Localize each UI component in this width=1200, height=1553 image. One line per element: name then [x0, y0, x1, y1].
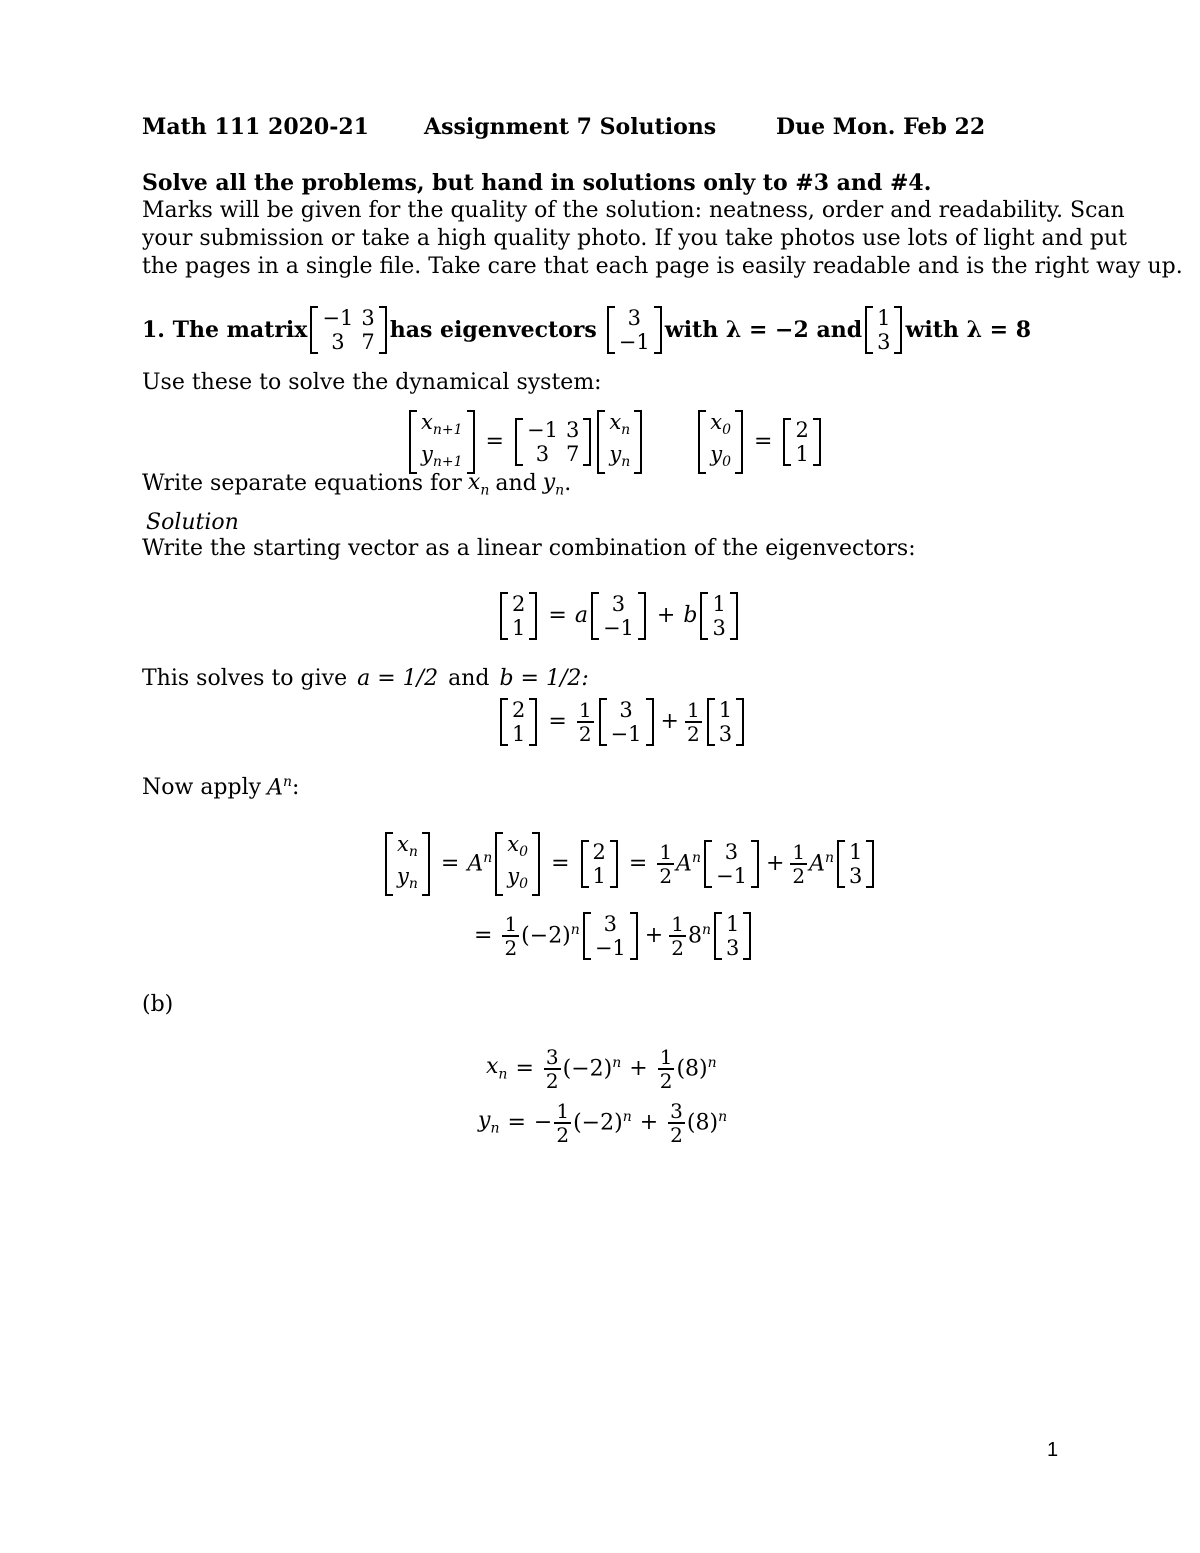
fraction: $\frac{1}{2}$ [792, 840, 806, 889]
vector-initial: $x_0$ $y_0$ [495, 832, 540, 896]
with-lambda-2: with λ = 8 [905, 316, 1032, 343]
problem-lead: 1. The matrix [142, 316, 308, 343]
fraction: $\frac{1}{2}$ [659, 840, 673, 889]
fraction: $\frac{1}{2}$ [578, 698, 592, 746]
vector-initial: $x_0$ $y_0$ [698, 410, 743, 474]
assignment-title: Assignment 7 Solutions [424, 114, 717, 140]
b-value: b = 1/2: [499, 666, 589, 691]
instructions-line: the pages in a single file. Take care that each page is easily readable and is the right way up. [142, 254, 1183, 279]
eigenvector-2: 1 3 [700, 592, 737, 640]
a-value: a = 1/2 [357, 666, 439, 691]
page-number: 1 [1047, 1439, 1059, 1461]
apply-eq-1: $x_n$ $y_n$ = $A^n$ $x_0$ $y_0$ = 2 1 = $\frac{1}{2}$ $A^n$ 3 −1 + $\frac{1}{2}$ $A^n$ 1 3 [382, 832, 877, 896]
write-separate-text: Write separate equations for [142, 471, 462, 497]
problem-statement [142, 306, 1031, 354]
apply-eq-2: = $\frac{1}{2}$ $(-2)^n$ 3 −1 + $\frac{1}{2}$ 8$^n$ 1 3 [466, 912, 754, 960]
eigenvector-1: 3 −1 [704, 840, 759, 888]
due-date: Due Mon. Feb 22 [776, 114, 986, 140]
part-b-label: (b) [142, 992, 174, 1017]
dynamical-system: $x_{n+1}$ $y_{n+1}$ = −1 3 3 7 $x_n$ $y_n$ $x_0$ $y_0$ = 2 1 [406, 410, 824, 474]
use-these-text: Use these to solve the dynamical system: [142, 370, 602, 395]
fraction: $\frac{1}{2}$ [504, 912, 518, 960]
vector-next: $x_{n+1}$ $y_{n+1}$ [409, 410, 475, 474]
eigenvector-1: 3 −1 [591, 592, 646, 640]
coefficients-eq: 2 1 = $\frac{1}{2}$ 3 −1 + $\frac{1}{2}$ 1 3 [497, 698, 747, 746]
fraction: $\frac{1}{2}$ [659, 1045, 673, 1093]
with-lambda-1: with λ = −2 and [664, 316, 863, 343]
apply-text: Now apply [142, 774, 262, 800]
instructions-line: Marks will be given for the quality of the solution: neatness, order and readability. Scan [142, 198, 1125, 223]
period: . [564, 471, 572, 497]
eigenvector-1: 3 −1 [607, 306, 662, 354]
yn-equation: $y_n$ = − $\frac{1}{2}$ $(-2)^n$ + $\frac{3}{2}$ $(8)^n$ [478, 1099, 728, 1147]
fraction: $\frac{1}{2}$ [556, 1099, 570, 1147]
has-eigenvectors-text: has eigenvectors [389, 316, 597, 343]
matrix-a: −1 3 3 7 [515, 418, 591, 466]
course-label: Math 111 2020-21 [142, 114, 369, 140]
eigenvector-1: 3 −1 [583, 912, 638, 960]
eigenvector-2: 1 3 [837, 840, 874, 888]
vector-initial-value: 2 1 [500, 592, 537, 640]
fraction: $\frac{3}{2}$ [670, 1099, 683, 1147]
fraction: $\frac{1}{2}$ [686, 698, 700, 746]
fraction: $\frac{3}{2}$ [545, 1045, 559, 1093]
linear-combination-eq: 2 1 = a 3 −1 + b 1 3 [497, 592, 741, 640]
eigenvector-2: 1 3 [714, 912, 751, 960]
xn-equation: $x_n$ = $\frac{3}{2}$ $(-2)^n$ + $\frac{1}{2}$ $(8)^n$ [486, 1045, 717, 1093]
starting-vector-text: Write the starting vector as a linear combination of the eigenvectors: [142, 536, 916, 561]
solves-text: This solves to give [142, 666, 348, 691]
apply-line: Now apply $A^n$ : [142, 774, 300, 801]
eigenvector-1: 3 −1 [599, 698, 654, 746]
vector-initial-value: 2 1 [581, 840, 618, 888]
fraction: $\frac{1}{2}$ [671, 912, 684, 960]
write-separate-line: Write separate equations for $x_n$ and $y_n$ . [142, 470, 572, 499]
vector-initial-value: 2 1 [500, 698, 537, 746]
eigenvector-2: 1 3 [865, 306, 902, 354]
solution-label: Solution [146, 510, 239, 535]
vector-n: $x_n$ $y_n$ [385, 832, 430, 896]
eigenvector-2: 1 3 [707, 698, 744, 746]
and-text: and [448, 666, 490, 691]
vector-initial-value: 2 1 [783, 418, 820, 466]
instructions-bold: Solve all the problems, but hand in solutions only to #3 and #4. [142, 170, 932, 196]
solves-line [142, 666, 589, 692]
matrix-a: −1 3 3 7 [310, 306, 386, 354]
instructions-line: your submission or take a high quality photo. If you take photos use lots of light and put [142, 226, 1128, 251]
vector-n: $x_n$ $y_n$ [597, 410, 642, 474]
and-text: and [495, 471, 537, 497]
